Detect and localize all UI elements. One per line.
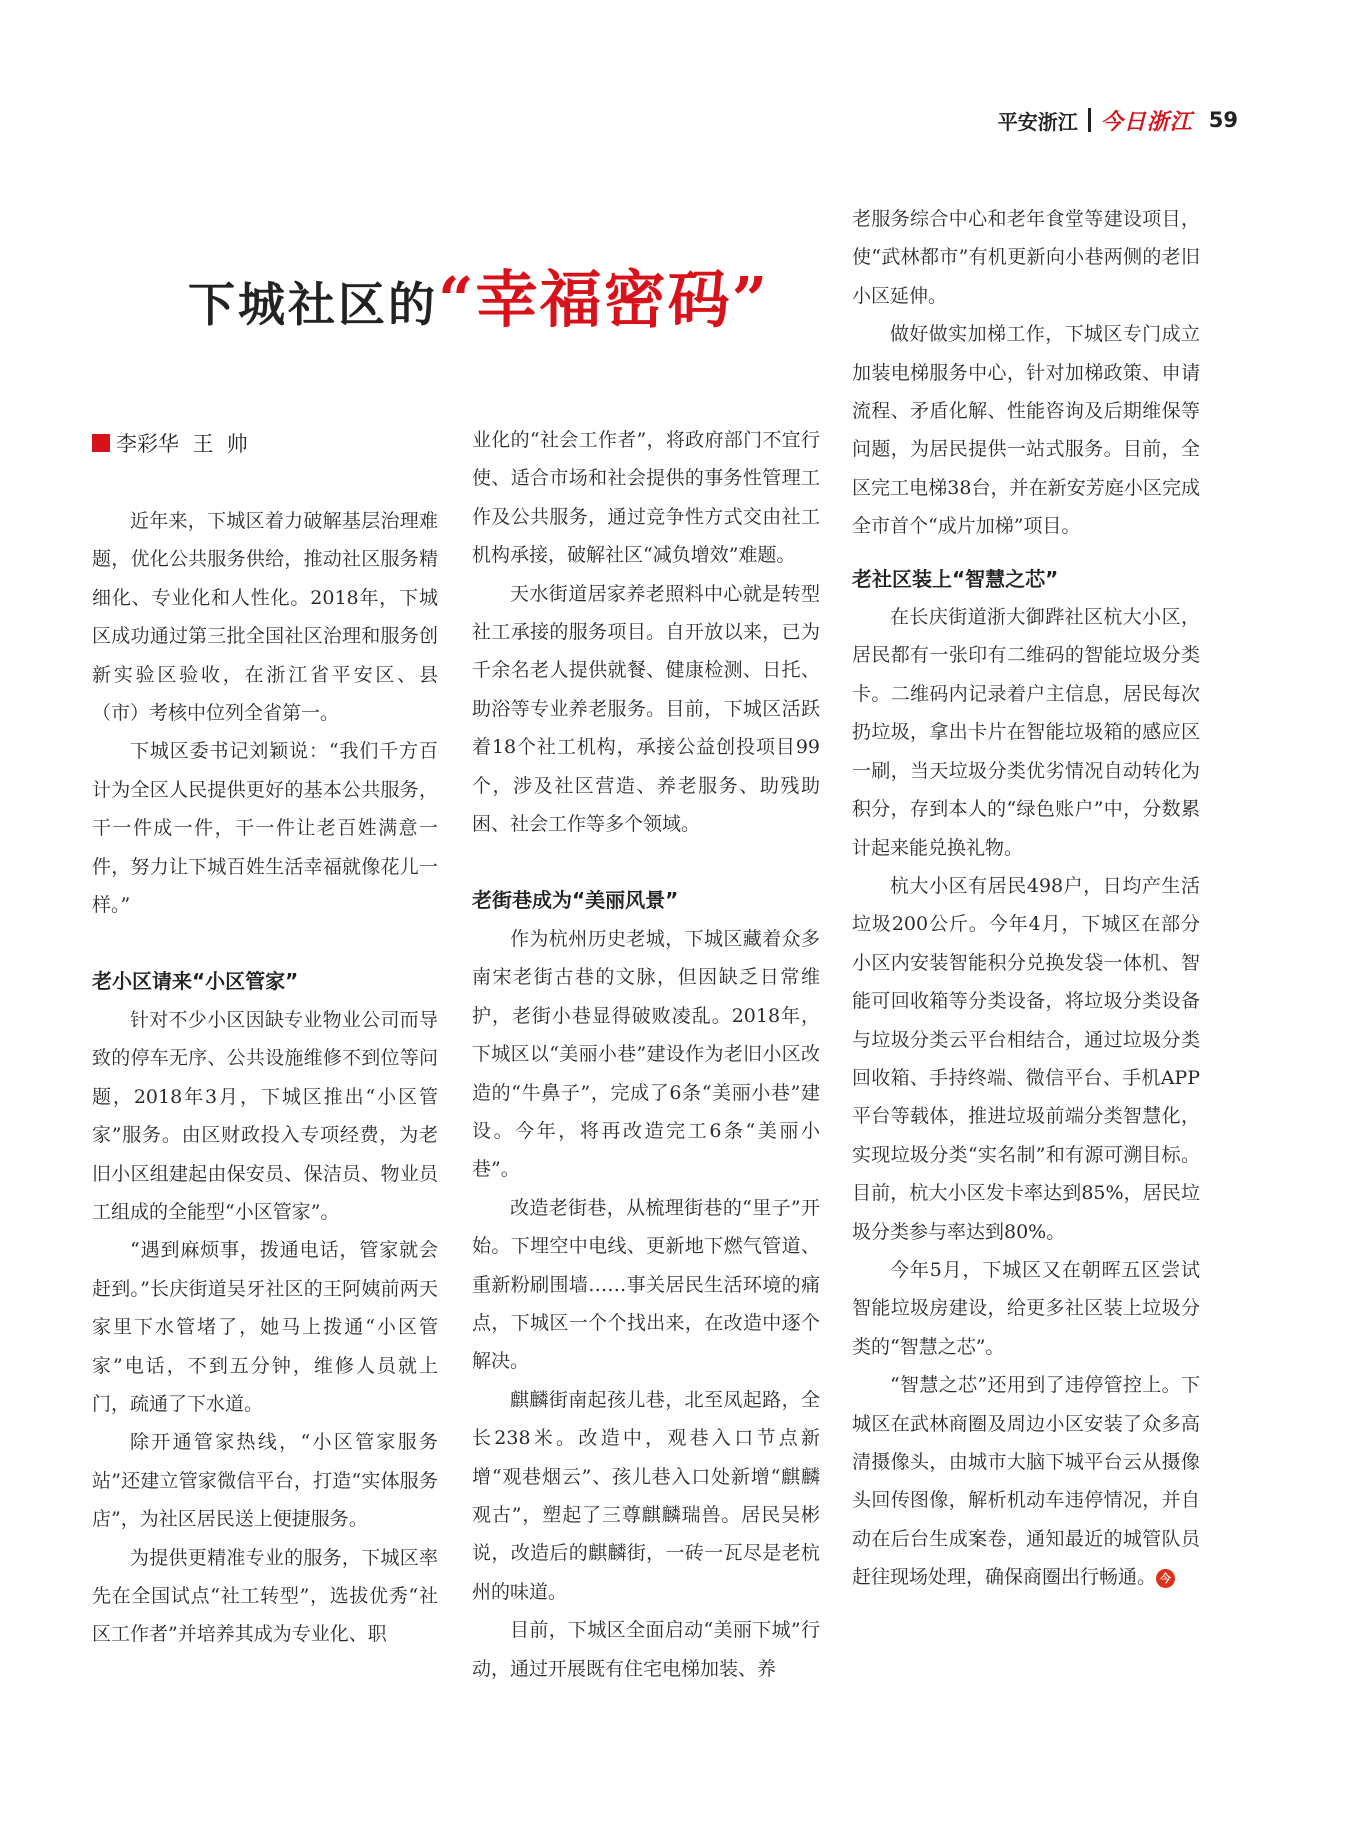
paragraph: 天水街道居家养老照料中心就是转型社工承接的服务项目。自开放以来，已为千余名老人提供就餐、健康检测、日托、助浴等专业养老服务。目前，下城区活跃着18个社工机构，承接公益创投项目99个，涉及社区营造、养老服务、助残助困、社会工作等多个领域。 xyxy=(472,582,820,836)
paragraph: 作为杭州历史老城，下城区藏着众多南宋老街古巷的文脉，但因缺乏日常维护，老街小巷显得破败凌乱。2018年，下城区以“美丽小巷”建设作为老旧小区改造的“牛鼻子”，完成了6条“美丽小巷”建设。今年，将再改造完工6条“美丽小巷”。 xyxy=(472,927,820,1181)
paragraph: 下城区委书记刘颖说：“我们千方百计为全区人民提供更好的基本公共服务，干一件成一件，干一件让老百姓满意一件，努力让下城百姓生活幸福就像花儿一样。” xyxy=(92,740,438,917)
article-title xyxy=(188,250,770,339)
paragraph: 今年5月，下城区又在朝晖五区尝试智能垃圾房建设，给更多社区装上垃圾分类的“智慧之芯”。 xyxy=(852,1258,1200,1358)
paragraph: 杭大小区有居民498户，日均产生活垃圾200公斤。今年4月，下城区在部分小区内安装智能积分兑换发袋一体机、智能可回收箱等分类设备，将垃圾分类设备与垃圾分类云平台相结合，通过垃圾分类回收箱、手持终端、微信平台、手机APP平台等载体，推进垃圾前端分类智慧化，实现垃圾分类“实名制”和有源可溯目标。目前，杭大小区发卡率达到85%，居民垃圾分类参与率达到80%。 xyxy=(852,874,1200,1243)
title-prefix: 下城社区的 xyxy=(188,278,438,333)
paragraph: 为提供更精准专业的服务，下城区率先在全国试点“社工转型”，选拔优秀“社区工作者”并培养其成为专业化、职 xyxy=(92,1546,438,1646)
title-accent: “幸福密码” xyxy=(438,263,770,336)
paragraph: 在长庆街道浙大御跸社区杭大小区，居民都有一张印有二维码的智能垃圾分类卡。二维码内记录着户主信息，居民每次扔垃圾，拿出卡片在智能垃圾箱的感应区一刷，当天垃圾分类优劣情况自动转化为积分，存到本人的“绿色账户”中，分数累计起来能兑换礼物。 xyxy=(852,606,1200,859)
column-2 xyxy=(472,421,820,1688)
paragraph: “遇到麻烦事，拨通电话，管家就会赶到。”长庆街道吴牙社区的王阿姨前两天家里下水管堵了，她马上拨通“小区管家”电话，不到五分钟，维修人员就上门，疏通了下水道。 xyxy=(92,1239,438,1415)
paragraph: 目前，下城区全面启动“美丽下城”行动，通过开展既有住宅电梯加装、养 xyxy=(472,1619,820,1680)
paragraph: 除开通管家热线，“小区管家服务站”还建立管家微信平台，打造“实体服务店”，为社区居民送上便捷服务。 xyxy=(92,1431,438,1531)
end-mark-icon: 今 xyxy=(1156,1569,1175,1588)
paragraph: 麒麟街南起孩儿巷，北至凤起路，全长238米。改造中，观巷入口节点新增“观巷烟云”、孩儿巷入口处新增“麒麟观古”，塑起了三尊麒麟瑞兽。居民吴彬说，改造后的麒麟街，一砖一瓦尽是老杭州的味道。 xyxy=(472,1388,820,1603)
page-header xyxy=(998,100,1238,140)
column-3 xyxy=(852,200,1200,1597)
author-marker-icon xyxy=(92,434,110,452)
section-heading: 老社区装上“智慧之芯” xyxy=(852,566,1059,591)
magazine-logo: 今日浙江 xyxy=(1100,108,1193,135)
author-line xyxy=(92,428,248,458)
paragraph: 老服务综合中心和老年食堂等建设项目，使“武林都市”有机更新向小巷两侧的老旧小区延伸。 xyxy=(852,208,1200,307)
paragraph: 针对不少小区因缺专业物业公司而导致的停车无序、公共设施维修不到位等问题，2018年3月，下城区推出“小区管家”服务。由区财政投入专项经费，为老旧小区组建起由保安员、保洁员、物业员工组成的全能型“小区管家”。 xyxy=(92,1008,438,1223)
paragraph-text: “智慧之芯”还用到了违停管控上。下城区在武林商圈及周边小区安装了众多高清摄像头，由城市大脑下城平台云从摄像头回传图像，解析机动车违停情况，并自动在后台生成案卷，通知最近的城管队员赶往现场处理，确保商圈出行畅通。 xyxy=(852,1374,1200,1589)
section-heading: 老街巷成为“美丽风景” xyxy=(472,888,679,913)
page-number: 59 xyxy=(1208,108,1238,132)
section-heading: 老小区请来“小区管家” xyxy=(92,969,299,994)
paragraph: 改造老街巷，从梳理街巷的“里子”开始。下埋空中电线、更新地下燃气管道、重新粉刷围墙……事关居民生活环境的痛点，下城区一个个找出来，在改造中逐个解决。 xyxy=(472,1196,820,1373)
paragraph: 近年来，下城区着力破解基层治理难题，优化公共服务供给，推动社区服务精细化、专业化和人性化。2018年，下城区成功通过第三批全国社区治理和服务创新实验区验收，在浙江省平安区、县（市）考核中位列全省第一。 xyxy=(92,510,438,725)
author-names: 李彩华 王 帅 xyxy=(116,432,248,456)
section-label: 平安浙江 xyxy=(997,109,1078,134)
column-1 xyxy=(92,502,438,1654)
paragraph-final xyxy=(852,1366,1200,1596)
paragraph: 做好做实加梯工作，下城区专门成立加装电梯服务中心，针对加梯政策、申请流程、矛盾化解、性能咨询及后期维保等问题，为居民提供一站式服务。目前，全区完工电梯38台，并在新安芳庭小区完成全市首个“成片加梯”项目。 xyxy=(852,323,1200,538)
header-divider xyxy=(1088,108,1091,132)
paragraph: 业化的“社会工作者”，将政府部门不宜行使、适合市场和社会提供的事务性管理工作及公共服务，通过竞争性方式交由社工机构承接，破解社区“减负增效”难题。 xyxy=(472,429,820,567)
